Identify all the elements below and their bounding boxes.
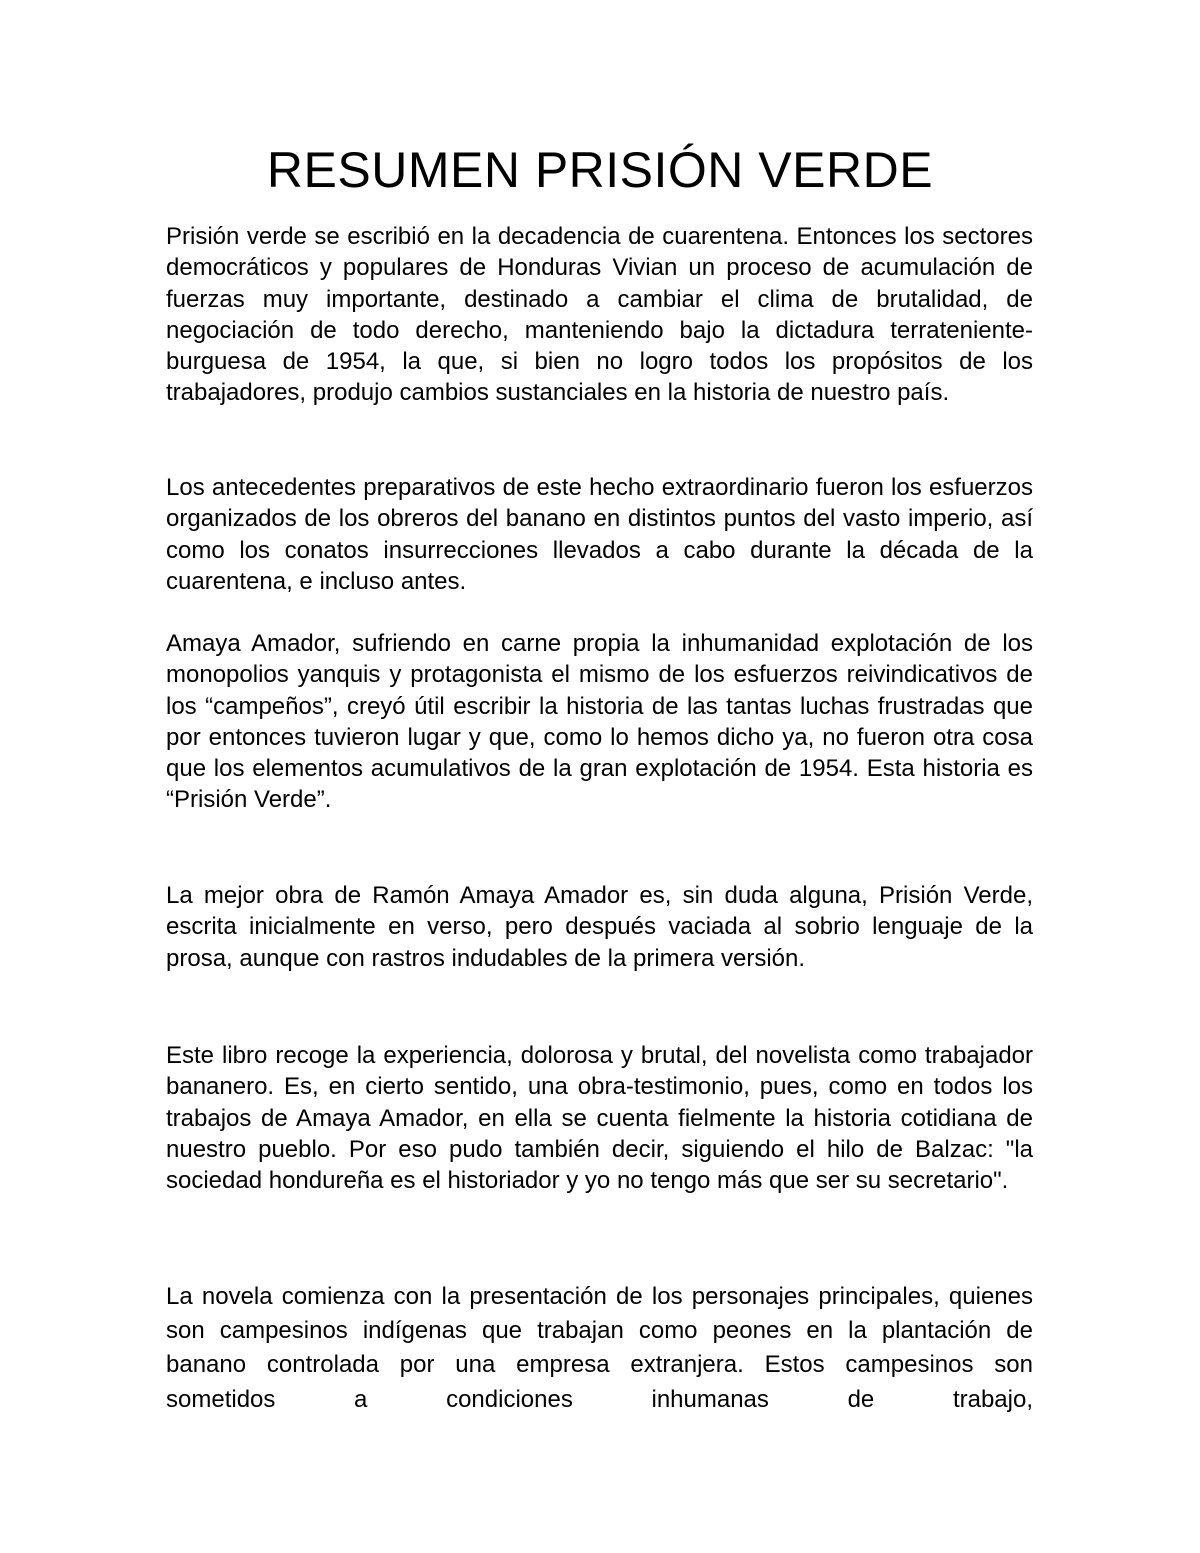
paragraph-6: La novela comienza con la presentación de los personajes principales, quienes son campesinos indígenas que trabajan como peones en la plantación de banano controlada por una empresa extranjera. Estos campesinos son sometidos a condiciones inhumanas de trabajo, xyxy=(166,1283,1033,1413)
paragraph-3: Amaya Amador, sufriendo en carne propia la inhumanidad explotación de los monopolios yanquis y protagonista el mismo de los esfuerzos reivindicativos de los “campeños”, creyó útil escribir la historia de las tantas luchas frustradas que por entonces tuvieron lugar y que, como lo hemos dicho ya, no fueron otra cosa que los elementos acumulativos de la gran explotación de 1954. Esta historia es “Prisión Verde”. xyxy=(166,630,1033,814)
paragraph-1: Prisión verde se escribió en la decadencia de cuarentena. Entonces los sectores democráticos y populares de Honduras Vivian un proceso de acumulación de fuerzas muy importante, destinado a cambiar el clima de brutalidad, de negociación de todo derecho, manteniendo bajo la dictadura terrateniente-burguesa de 1954, la que, si bien no logro todos los propósitos de los trabajadores, produjo cambios sustanciales en la historia de nuestro país. xyxy=(166,223,1033,407)
page-title: RESUMEN PRISIÓN VERDE xyxy=(266,142,934,198)
paragraph-5: Este libro recoge la experiencia, dolorosa y brutal, del novelista como trabajador bananero. Es, en cierto sentido, una obra-testimonio, pues, como en todos los trabajos de Amaya Amador, en ella se cuenta fielmente la historia cotidiana de nuestro pueblo. Por eso pudo también decir, siguiendo el hilo de Balzac: "la sociedad hondureña es el historiador y yo no tengo más que ser su secretario". xyxy=(166,1042,1033,1195)
paragraph-4: La mejor obra de Ramón Amaya Amador es, sin duda alguna, Prisión Verde, escrita inicialmente en verso, pero después vaciada al sobrio lenguaje de la prosa, aunque con rastros indudables de la primera versión. xyxy=(166,882,1033,972)
paragraph-2: Los antecedentes preparativos de este hecho extraordinario fueron los esfuerzos organizados de los obreros del banano en distintos puntos del vasto imperio, así como los conatos insurrecciones llevados a cabo durante la década de la cuarentena, e incluso antes. xyxy=(166,474,1033,595)
